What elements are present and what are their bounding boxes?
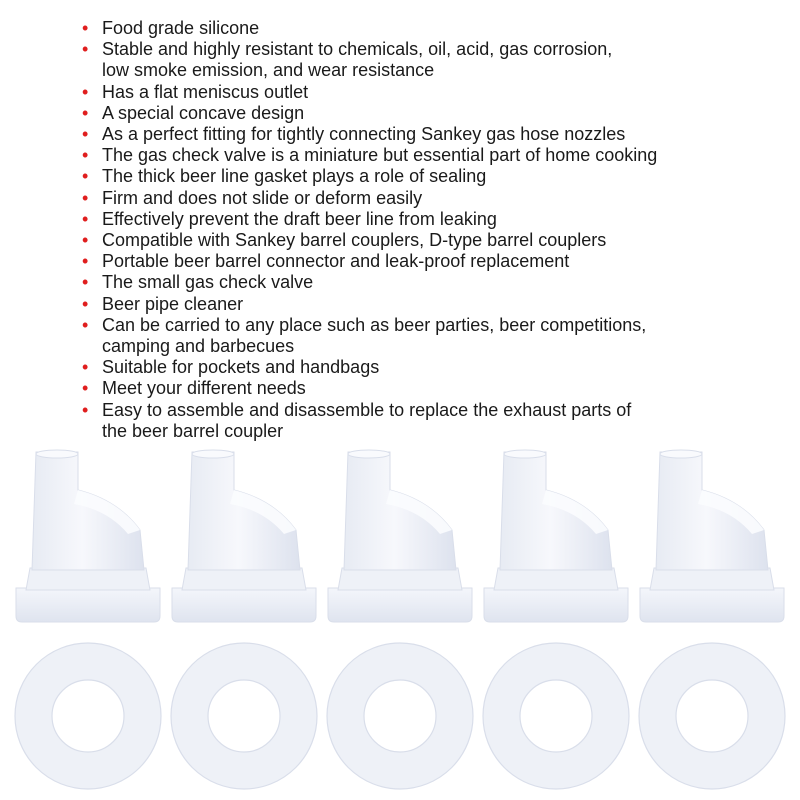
- feature-text: Portable beer barrel connector and leak-proof replacement: [102, 251, 570, 272]
- gasket-ring: [171, 643, 317, 789]
- feature-item: [82, 251, 782, 272]
- bullet-icon: •: [82, 18, 89, 38]
- bullet-icon: •: [82, 39, 89, 60]
- feature-text: The gas check valve is a miniature but essential part of home cooking: [102, 145, 658, 166]
- feature-item: [82, 82, 782, 103]
- feature-text: Firm and does not slide or deform easily: [102, 187, 423, 208]
- feature-text: Has a flat meniscus outlet: [102, 81, 309, 102]
- feature-text: A special concave design: [102, 102, 305, 123]
- feature-text: Beer pipe cleaner: [102, 293, 244, 314]
- bullet-icon: •: [82, 166, 89, 187]
- product-photo: [0, 430, 800, 800]
- check-valve: [172, 450, 316, 622]
- feature-item: [82, 230, 782, 251]
- gasket-ring: [15, 643, 161, 789]
- feature-item: [82, 39, 782, 81]
- feature-text: Compatible with Sankey barrel couplers, D-type barrel couplers: [102, 230, 607, 251]
- bullet-icon: •: [82, 81, 89, 102]
- bullet-icon: •: [82, 187, 89, 208]
- feature-list: [82, 18, 782, 442]
- bullet-icon: •: [82, 378, 89, 399]
- feature-item: [82, 357, 782, 378]
- bullet-icon: •: [82, 293, 89, 314]
- feature-text: Effectively prevent the draft beer line from leaking: [102, 208, 497, 229]
- bullet-icon: •: [82, 251, 89, 272]
- feature-item: [82, 166, 782, 187]
- feature-item: [82, 378, 782, 399]
- bullet-icon: •: [82, 230, 89, 251]
- feature-text: Stable and highly resistant to chemicals, oil, acid, gas corrosion,: [102, 39, 613, 60]
- feature-text: As a perfect fitting for tightly connecting Sankey gas hose nozzles: [102, 124, 626, 145]
- feature-text-continued: camping and barbecues: [102, 336, 295, 357]
- bullet-icon: •: [82, 124, 89, 145]
- feature-item: [82, 103, 782, 124]
- bullet-icon: •: [82, 102, 89, 123]
- gasket-ring: [327, 643, 473, 789]
- feature-text-continued: low smoke emission, and wear resistance: [102, 60, 435, 81]
- feature-item: [82, 18, 782, 39]
- check-valve: [328, 450, 472, 622]
- bullet-icon: •: [82, 272, 89, 293]
- gasket-row: [15, 643, 785, 789]
- feature-item: [82, 188, 782, 209]
- feature-text: Food grade silicone: [102, 18, 260, 38]
- feature-text: Meet your different needs: [102, 378, 306, 399]
- feature-item: [82, 315, 782, 357]
- feature-item: [82, 124, 782, 145]
- feature-text: The thick beer line gasket plays a role of sealing: [102, 166, 487, 187]
- feature-item: [82, 294, 782, 315]
- feature-item: [82, 272, 782, 293]
- feature-text: Can be carried to any place such as beer parties, beer competitions,: [102, 314, 647, 335]
- check-valve: [16, 450, 160, 622]
- gasket-ring: [483, 643, 629, 789]
- feature-text: The small gas check valve: [102, 272, 314, 293]
- feature-text: Suitable for pockets and handbags: [102, 357, 380, 378]
- bullet-icon: •: [82, 145, 89, 166]
- feature-item: [82, 209, 782, 230]
- bullet-icon: •: [82, 399, 89, 420]
- bullet-icon: •: [82, 208, 89, 229]
- feature-text: Easy to assemble and disassemble to replace the exhaust parts of: [102, 399, 632, 420]
- check-valve: [484, 450, 628, 622]
- check-valve-row: [16, 450, 784, 622]
- feature-text-continued: the beer barrel coupler: [102, 420, 284, 441]
- feature-item: [82, 145, 782, 166]
- gasket-ring: [639, 643, 785, 789]
- bullet-icon: •: [82, 357, 89, 378]
- check-valve: [640, 450, 784, 622]
- bullet-icon: •: [82, 314, 89, 335]
